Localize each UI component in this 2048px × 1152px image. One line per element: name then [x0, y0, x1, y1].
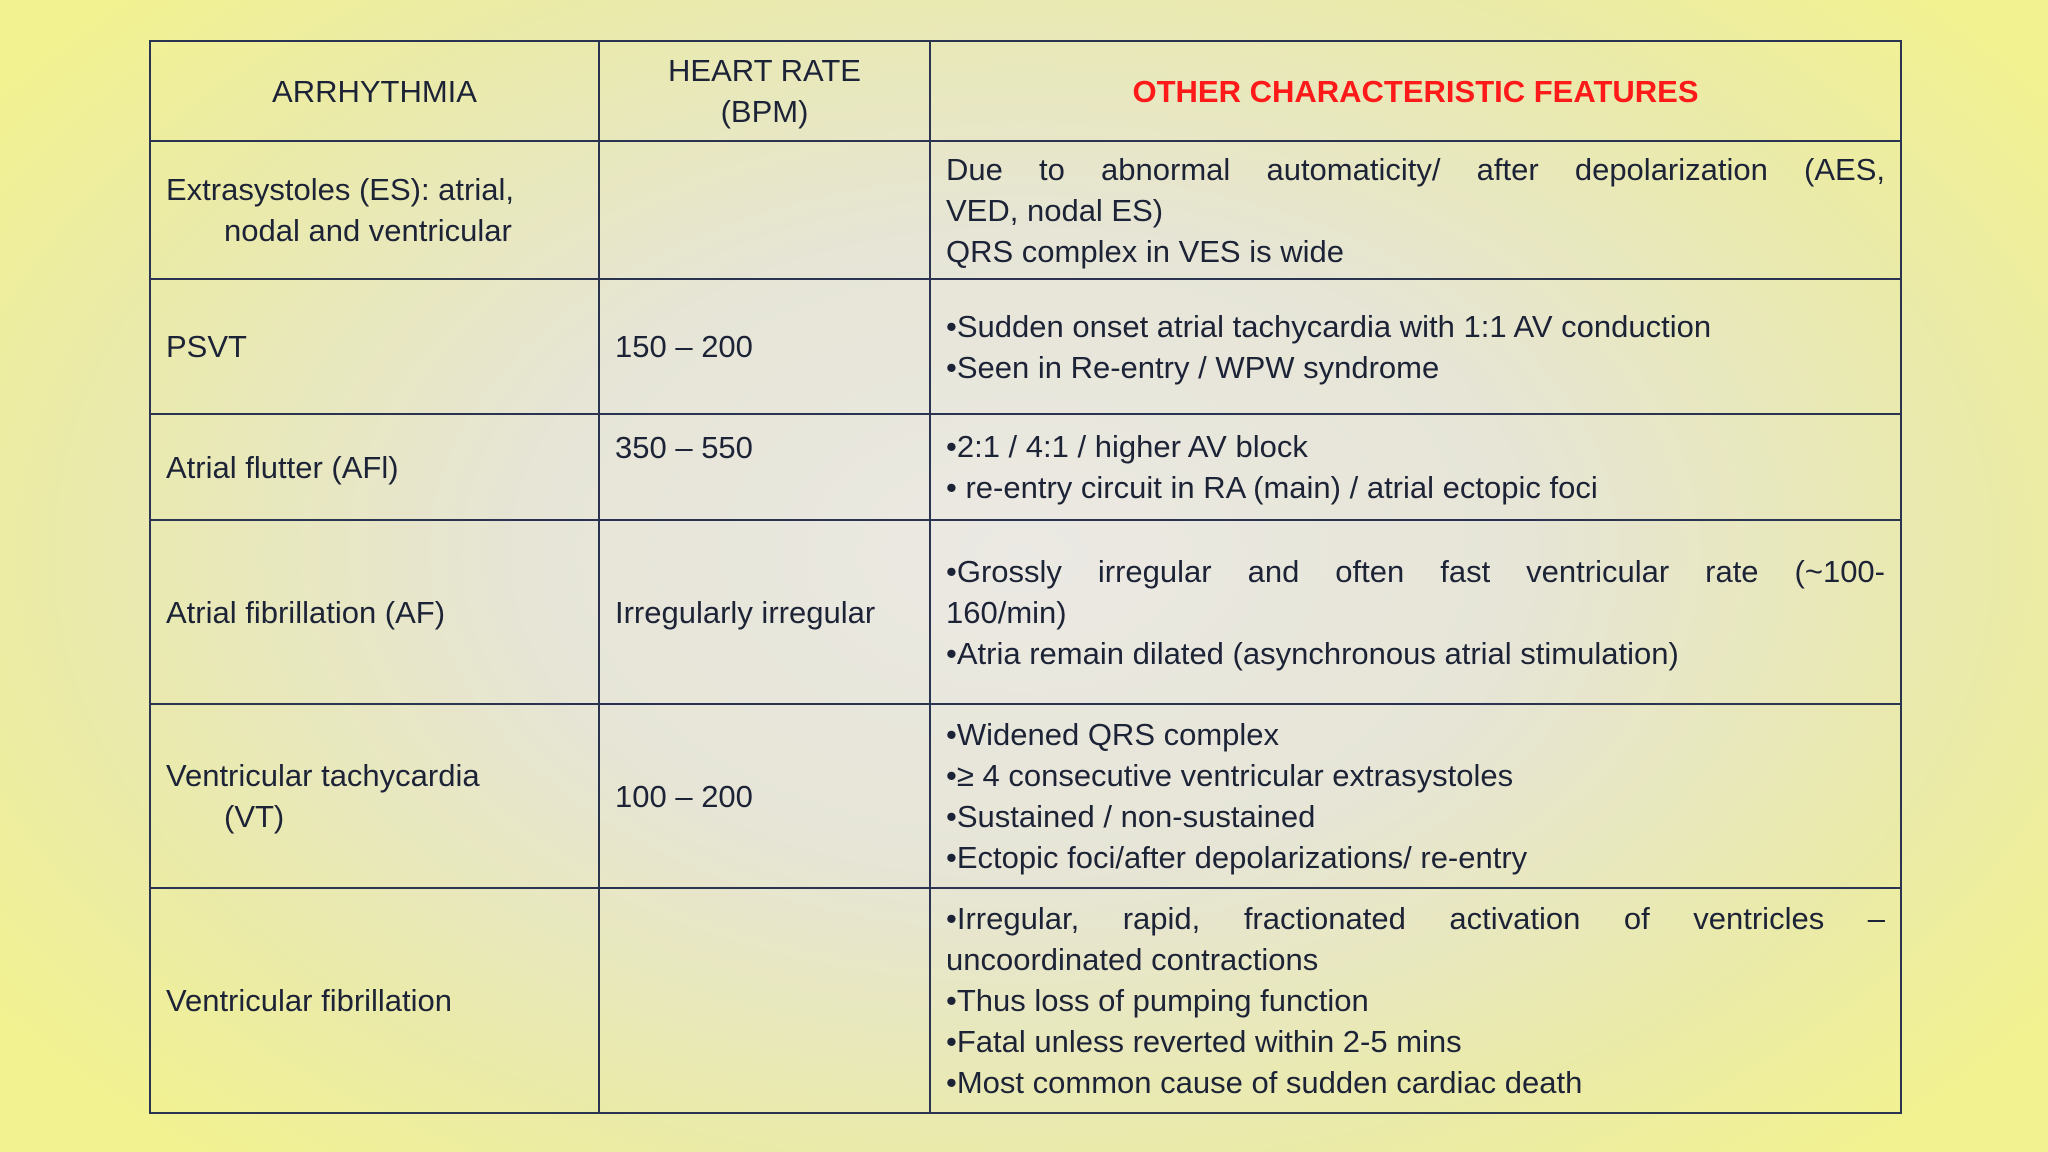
feature-line: •Thus loss of pumping function: [946, 983, 1369, 1018]
features-cell: [930, 141, 1901, 279]
arrhythmia-name-cell: [150, 279, 599, 414]
feature-line: Due to abnormal automaticity/ after depolarization (AES,: [946, 151, 1885, 187]
feature-line: •Most common cause of sudden cardiac death: [946, 1065, 1583, 1100]
arrhythmia-name-cell: [150, 520, 599, 704]
table-row: [150, 414, 1901, 520]
arrhythmia-name-cell: [150, 141, 599, 279]
feature-line: VED, nodal ES): [946, 192, 1164, 228]
heart-rate-cell: 350 – 550: [599, 414, 930, 520]
header-features: OTHER CHARACTERISTIC FEATURES: [930, 41, 1901, 141]
header-heart-rate-line2: (BPM): [720, 94, 809, 129]
arrhythmia-name-cell: [150, 704, 599, 888]
feature-line: •Fatal unless reverted within 2-5 mins: [946, 1024, 1462, 1059]
features-cell: [930, 279, 1901, 414]
table-row: [150, 141, 1901, 279]
feature-line: • re-entry circuit in RA (main) / atrial ectopic foci: [946, 470, 1598, 505]
feature-line: •Irregular, rapid, fractionated activation of ventricles –: [946, 901, 1885, 936]
arrhythmia-name-continued: (VT): [224, 799, 285, 834]
feature-line: •Widened QRS complex: [946, 717, 1280, 752]
arrhythmia-table: [149, 40, 1902, 1114]
heart-rate-cell: [599, 888, 930, 1113]
feature-line: •Sustained / non-sustained: [946, 799, 1316, 834]
feature-line: QRS complex in VES is wide: [946, 233, 1344, 269]
header-heart-rate-line1: HEART RATE: [668, 53, 861, 88]
feature-line: •Seen in Re-entry / WPW syndrome: [946, 349, 1440, 385]
heart-rate-cell: 100 – 200: [599, 704, 930, 888]
arrhythmia-name-cell: [150, 414, 599, 520]
header-heart-rate: [599, 41, 930, 141]
table-row: [150, 520, 1901, 704]
arrhythmia-name: Extrasystoles (ES): atrial,: [166, 172, 514, 207]
arrhythmia-name: Atrial flutter (AFl): [166, 449, 399, 485]
features-cell: [930, 888, 1901, 1113]
table-header-row: [150, 41, 1901, 141]
header-arrhythmia: ARRHYTHMIA: [150, 41, 599, 141]
feature-line: 160/min): [946, 594, 1067, 630]
feature-line: •2:1 / 4:1 / higher AV block: [946, 429, 1308, 464]
feature-line: uncoordinated contractions: [946, 942, 1319, 977]
arrhythmia-name-cell: [150, 888, 599, 1113]
table-row: [150, 888, 1901, 1113]
heart-rate-cell: [599, 141, 930, 279]
feature-line: •Atria remain dilated (asynchronous atrial stimulation): [946, 635, 1679, 671]
arrhythmia-name: Atrial fibrillation (AF): [166, 594, 446, 630]
heart-rate-cell: Irregularly irregular: [599, 520, 930, 704]
table-row: [150, 704, 1901, 888]
heart-rate-cell: 150 – 200: [599, 279, 930, 414]
arrhythmia-name-continued: nodal and ventricular: [224, 213, 512, 248]
feature-line: •≥ 4 consecutive ventricular extrasystoles: [946, 758, 1514, 793]
arrhythmia-name: PSVT: [166, 329, 247, 364]
feature-line: •Grossly irregular and often fast ventricular rate (~100-: [946, 553, 1885, 589]
features-cell: [930, 704, 1901, 888]
features-cell: [930, 414, 1901, 520]
feature-line: •Ectopic foci/after depolarizations/ re-entry: [946, 840, 1528, 875]
arrhythmia-name: Ventricular tachycardia: [166, 758, 480, 793]
feature-line: •Sudden onset atrial tachycardia with 1:1 AV conduction: [946, 308, 1712, 344]
features-cell: [930, 520, 1901, 704]
arrhythmia-name: Ventricular fibrillation: [166, 983, 453, 1018]
table-row: [150, 279, 1901, 414]
